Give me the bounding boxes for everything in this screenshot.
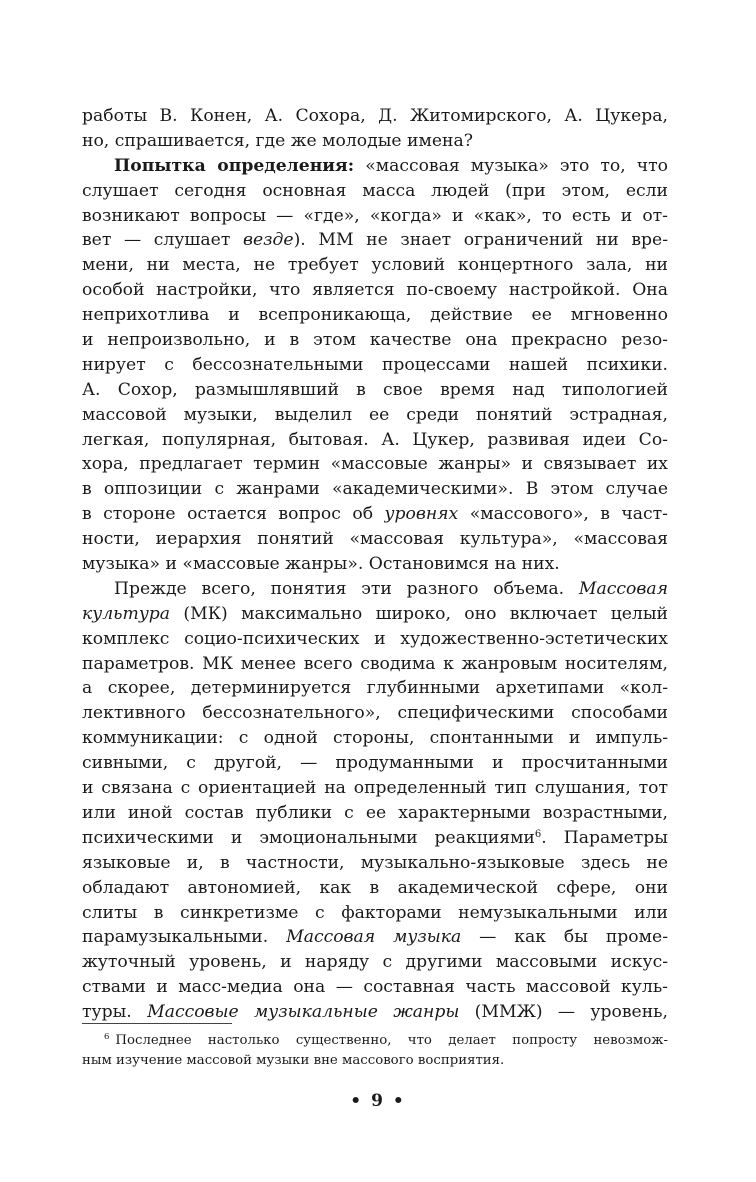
page-number: • 9 • (350, 1091, 406, 1111)
text-line: легкая, популярная, бытовая. А. Цукер, развивая идеи Со- (82, 429, 668, 450)
text-line: в оппозиции с жанрами «академическими». В этом случае (82, 479, 668, 500)
text-line: и связана с ориентацией на определенный тип слушания, тот (82, 778, 668, 799)
text-line: слушает сегодня основная масса людей (при этом, если (82, 180, 668, 201)
text-line: неприхотлива и всепроникающа, действие ее мгновенно (82, 305, 668, 326)
text-line: коммуникации: с одной стороны, спонтанными и импуль- (82, 728, 668, 749)
text-line: парамузыкальными. Массовая музыка — как бы проме- (82, 927, 668, 948)
emphasis: Массовая (578, 578, 668, 599)
text-line: хора, предлагает термин «массовые жанры» и связывает их (82, 454, 668, 475)
text-line: языковые и, в частности, музыкально-языковые здесь не (82, 852, 668, 873)
footnote-divider (82, 1023, 232, 1024)
text-line: а скорее, детерминируется глубинными архетипами «кол- (82, 678, 668, 699)
definition-heading: Попытка определения: (114, 155, 355, 176)
text-line: ности, иерархия понятий «массовая культура», «массовая (82, 529, 668, 550)
text-line: нирует с бессознательными процессами нашей психики. (82, 354, 668, 375)
text-line: в стороне остается вопрос об уровнях «массового», в част- (82, 504, 668, 525)
text-line: массовой музыки, выделил ее среди понятий эстрадная, (82, 404, 668, 425)
text-line: лективного бессознательного», специфическими способами (82, 703, 668, 724)
text-line: параметров. МК менее всего сводима к жанровым носителям, (82, 653, 668, 674)
text-line: Попытка определения: «массовая музыка» это то, что (114, 155, 668, 176)
text-line: но, спрашивается, где же молодые имена? (82, 130, 473, 151)
text-line: мени, ни места, не требует условий концертного зала, ни (82, 255, 668, 276)
footnote-reference[interactable]: 6 (534, 828, 542, 840)
text-line: А. Сохор, размышлявший в свое время над типологией (82, 379, 668, 400)
text-line: и непроизвольно, и в этом качестве она прекрасно резо- (82, 330, 668, 351)
text-line: туры. Массовые музыкальные жанры (ММЖ) — уровень, (82, 1002, 668, 1023)
text-line: музыка» и «массовые жанры». Остановимся на них. (82, 554, 560, 575)
text-line: психическими и эмоциональными реакциями$^6$. Параметры (82, 827, 668, 848)
emphasis: культура (82, 603, 171, 624)
emphasis: Массовая музыка (286, 927, 462, 948)
text-line: культура (МК) максимально широко, оно включает целый (82, 603, 668, 624)
body-text (82, 104, 668, 1025)
text-line: обладают автономией, как в академической сфере, они (82, 877, 668, 898)
text-line: слиты в синкретизме с факторами немузыкальными или (82, 902, 668, 923)
emphasis: везде (242, 230, 294, 251)
text-line: сивными, с другой, — продуманными и просчитанными (82, 753, 668, 774)
emphasis: уровнях (384, 504, 459, 525)
footnote-line: ным изучение массовой музыки вне массового восприятия. (82, 1052, 505, 1068)
text-line: работы В. Конен, А. Сохора, Д. Житомирского, А. Цукера, (82, 106, 668, 126)
footnote (82, 1031, 668, 1070)
text-line: Прежде всего, понятия эти разного объема. Массовая (114, 578, 668, 599)
text-line: возникают вопросы — «где», «когда» и «как», то есть и от- (82, 205, 668, 226)
text-line: жуточный уровень, и наряду с другими массовыми искус- (82, 952, 668, 973)
text-line: или иной состав публики с ее характерными возрастными, (82, 802, 668, 823)
footnote-line: $^6$ Последнее настолько существенно, что делает попросту невозмож- (104, 1032, 668, 1048)
text-line: особой настройки, что является по-своему настройкой. Она (82, 280, 668, 301)
text-line: ствами и масс-медиа она — составная часть массовой куль- (82, 977, 668, 998)
emphasis: Массовые музыкальные жанры (147, 1002, 460, 1023)
footnote-marker: 6 (104, 1032, 110, 1042)
text-line: вет — слушает везде). ММ не знает ограничений ни вре- (82, 230, 668, 251)
text-line: комплекс социо-психических и художественно-эстетических (82, 628, 668, 649)
